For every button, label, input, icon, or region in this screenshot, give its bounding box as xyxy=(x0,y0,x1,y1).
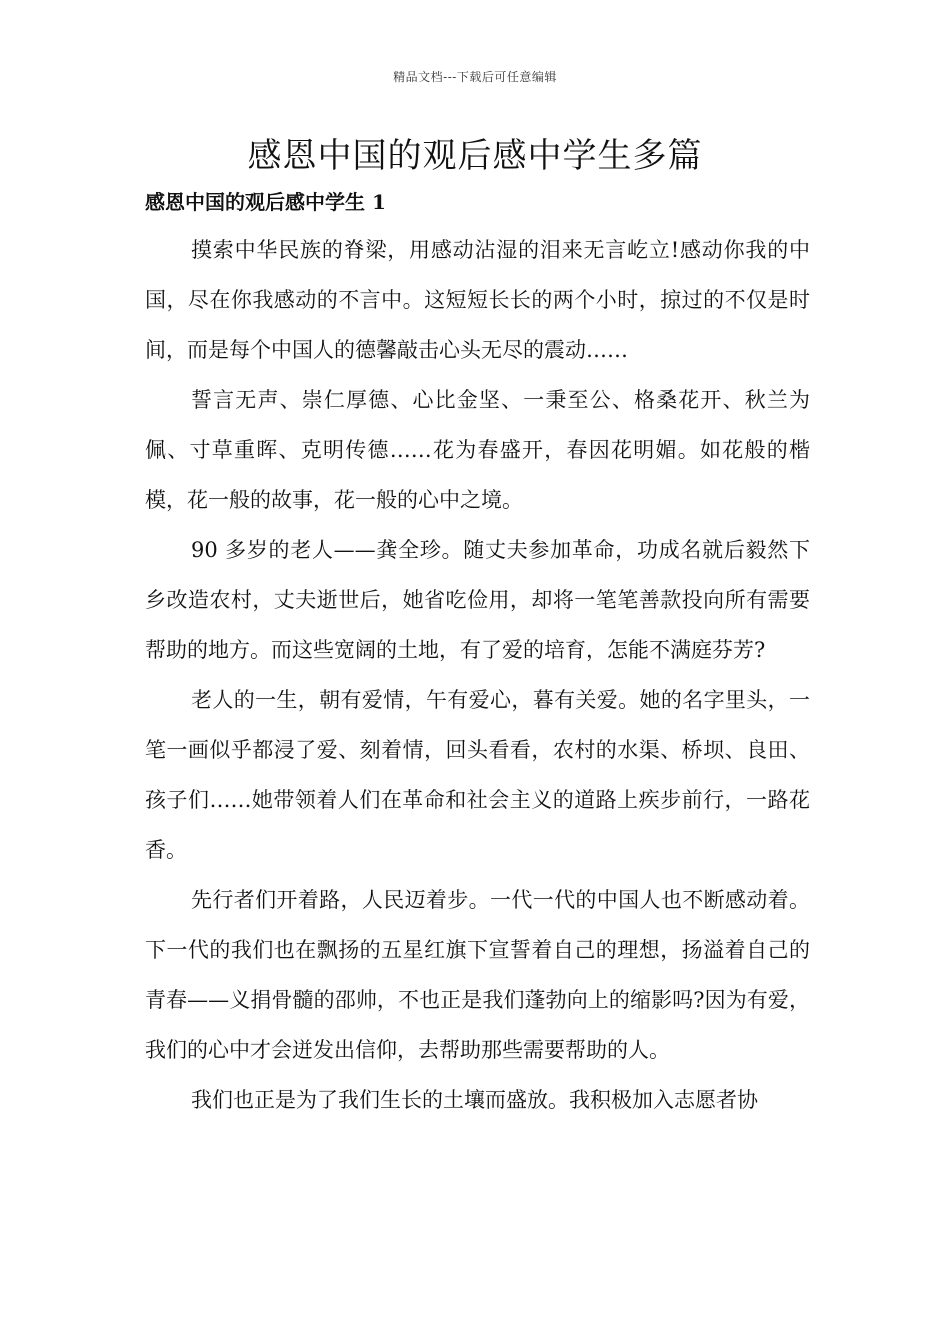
paragraph: 我们也正是为了我们生长的土壤而盛放。我积极加入志愿者协 xyxy=(191,1088,758,1112)
paragraph: 摸索中华民族的脊梁，用感动沾湿的泪来无言屹立!感动你我的中国，尽在你我感动的不言中。这短短长长的两个小时，掠过的不仅是时间，而是每个中国人的德馨敲击心头无尽的震动…… xyxy=(145,238,810,362)
document-body xyxy=(145,225,810,1125)
document-title: 感恩中国的观后感中学生多篇 xyxy=(247,136,703,176)
header-note: 精品文档---下载后可任意编辑 xyxy=(393,70,557,84)
section-title: 感恩中国的观后感中学生 1 xyxy=(145,190,386,214)
paragraph: 老人的一生，朝有爱情，午有爱心，暮有关爱。她的名字里头，一笔一画似乎都浸了爱、刻着情，回头看看，农村的水渠、桥坝、良田、孩子们……她带领着人们在革命和社会主义的道路上疾步前行，一路花香。 xyxy=(145,688,810,862)
paragraph: 誓言无声、崇仁厚德、心比金坚、一秉至公、格桑花开、秋兰为佩、寸草重晖、克明传德……花为春盛开，春因花明媚。如花般的楷模，花一般的故事，花一般的心中之境。 xyxy=(145,388,810,512)
paragraph: 90 多岁的老人——龚全珍。随丈夫参加革命，功成名就后毅然下乡改造农村，丈夫逝世后，她省吃俭用，却将一笔笔善款投向所有需要帮助的地方。而这些宽阔的土地，有了爱的培育，怎能不满庭芬芳? xyxy=(145,538,810,662)
paragraph: 先行者们开着路，人民迈着步。一代一代的中国人也不断感动着。下一代的我们也在飘扬的五星红旗下宣誓着自己的理想，扬溢着自己的青春——义捐骨髓的邵帅，不也正是我们蓬勃向上的缩影吗?因为有爱，我们的心中才会迸发出信仰，去帮助那些需要帮助的人。 xyxy=(145,888,810,1062)
